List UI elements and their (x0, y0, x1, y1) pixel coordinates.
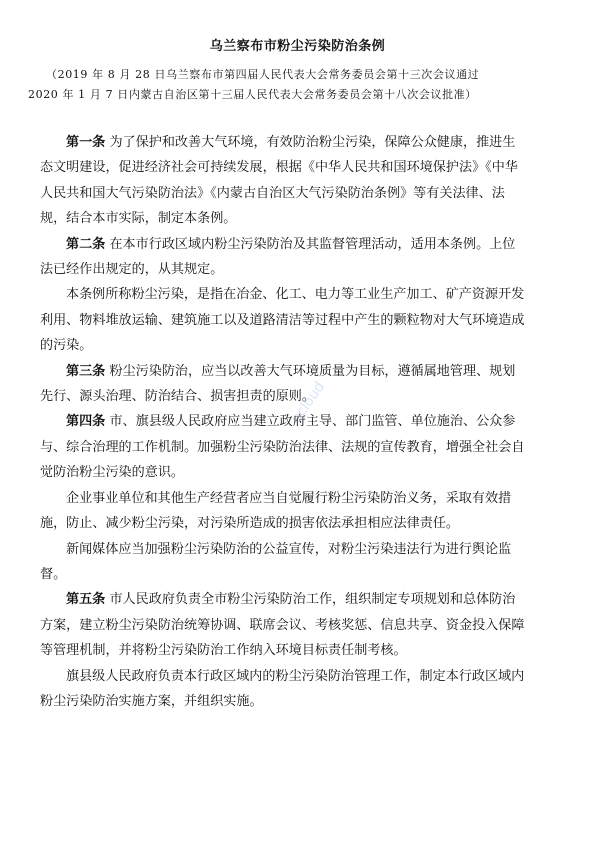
paragraph-text: 先行、源头治理、防治结合、损害担责的原则。 (40, 389, 315, 405)
paragraph-line (40, 333, 541, 358)
paragraph (40, 232, 541, 283)
article-number: 第三条 (66, 363, 106, 379)
paragraph-line (40, 638, 541, 663)
paragraph-line (40, 562, 541, 587)
paragraph-line (66, 664, 541, 689)
paragraph-text: 与、综合治理的工作机制。加强粉尘污染防治法律、法规的宣传教育，增强全社会自 (40, 439, 525, 455)
paragraph-text: 法已经作出规定的，从其规定。 (40, 262, 224, 278)
paragraph (40, 664, 541, 715)
paragraph-line (66, 282, 541, 307)
paragraph-line (40, 460, 541, 485)
paragraph-line (40, 308, 541, 333)
paragraph-line (66, 359, 541, 384)
paragraph (40, 486, 541, 537)
paragraph-text: 方案，建立粉尘污染防治统筹协调、联席会议、考核奖惩、信息共享、资金投入保障 (40, 617, 525, 633)
paragraph (40, 537, 541, 588)
page-title: 乌兰察布市粉尘污染防治条例 (209, 39, 386, 54)
paragraph-text: 的污染。 (40, 338, 93, 354)
paragraph-line (40, 689, 541, 714)
paragraph-text: 利用、物料堆放运输、建筑施工以及道路清洁等过程中产生的颗粒物对大气环境造成 (40, 312, 525, 328)
paragraph-line (40, 613, 541, 638)
paragraph-text: 态文明建设，促进经济社会可持续发展，根据《中华人民共和国环境保护法》《中华 (40, 160, 518, 176)
paragraph-text: 新闻媒体应当加强粉尘污染防治的公益宣传，对粉尘污染违法行为进行舆论监 (66, 541, 512, 557)
paragraph (40, 130, 541, 232)
paragraph-text: 规，结合本市实际，制定本条例。 (40, 211, 237, 227)
paragraph-text: 等管理机制，并将粉尘污染防治工作纳入环境目标责任制考核。 (40, 643, 407, 659)
article-number: 第二条 (66, 236, 106, 252)
paragraph-line (40, 181, 541, 206)
approval-note-line-2: 2020 年 1 月 7 日内蒙古自治区第十三届人民代表大会常务委员会第十八次会议批准） (28, 88, 477, 101)
paragraph-text: 人民共和国大气污染防治法》《内蒙古自治区大气污染防治条例》等有关法律、法 (40, 185, 505, 201)
document-body (40, 130, 541, 714)
paragraph-line (66, 537, 541, 562)
paragraph-line (40, 155, 541, 180)
paragraph-line (66, 130, 541, 155)
paragraph (40, 359, 541, 410)
paragraph-text: 督。 (40, 566, 67, 582)
paragraph-text: 为了保护和改善大气环境，有效防治粉尘污染，保障公众健康，推进生 (105, 135, 516, 150)
article-number: 第四条 (66, 414, 106, 430)
paragraph-line (40, 511, 541, 536)
watermark-text: ucloud (288, 379, 329, 427)
article-number: 第五条 (66, 592, 106, 608)
paragraph (40, 282, 541, 358)
paragraph-line (66, 232, 541, 257)
paragraph-text: 施，防止、减少粉尘污染，对污染所造成的损害依法承担相应法律责任。 (40, 516, 459, 532)
paragraph (40, 409, 541, 485)
paragraph-line (40, 384, 541, 409)
paragraph (40, 587, 541, 663)
paragraph-line (40, 206, 541, 231)
paragraph-text: 觉防治粉尘污染的意识。 (40, 465, 185, 481)
paragraph-text: 本条例所称粉尘污染，是指在冶金、化工、电力等工业生产加工、矿产资源开发 (66, 287, 525, 303)
paragraph-text: 企业事业单位和其他生产经营者应当自觉履行粉尘污染防治义务，采取有效措 (66, 490, 512, 506)
paragraph-text: 市、旗县级人民政府应当建立政府主导、部门监管、单位施治、公众参 (105, 414, 516, 430)
paragraph-line (66, 587, 541, 612)
approval-note-line-1: （2019 年 8 月 28 日乌兰察布市第四届人民代表大会常务委员会第十三次会议通过 (46, 68, 480, 81)
paragraph-line (66, 409, 541, 434)
paragraph-text: 粉尘污染防治实施方案，并组织实施。 (40, 693, 263, 709)
paragraph-line (66, 486, 541, 511)
paragraph-text: 在本市行政区域内粉尘污染防治及其监督管理活动，适用本条例。上位 (105, 236, 516, 252)
paragraph-line (40, 257, 541, 282)
paragraph-text: 旗县级人民政府负责本行政区域内的粉尘污染防治管理工作，制定本行政区域内 (66, 668, 525, 684)
paragraph-text: 市人民政府负责全市粉尘污染防治工作，组织制定专项规划和总体防治 (105, 592, 516, 608)
article-number: 第一条 (66, 135, 106, 150)
paragraph-line (40, 435, 541, 460)
paragraph-text: 粉尘污染防治，应当以改善大气环境质量为目标，遵循属地管理、规划 (105, 363, 516, 379)
